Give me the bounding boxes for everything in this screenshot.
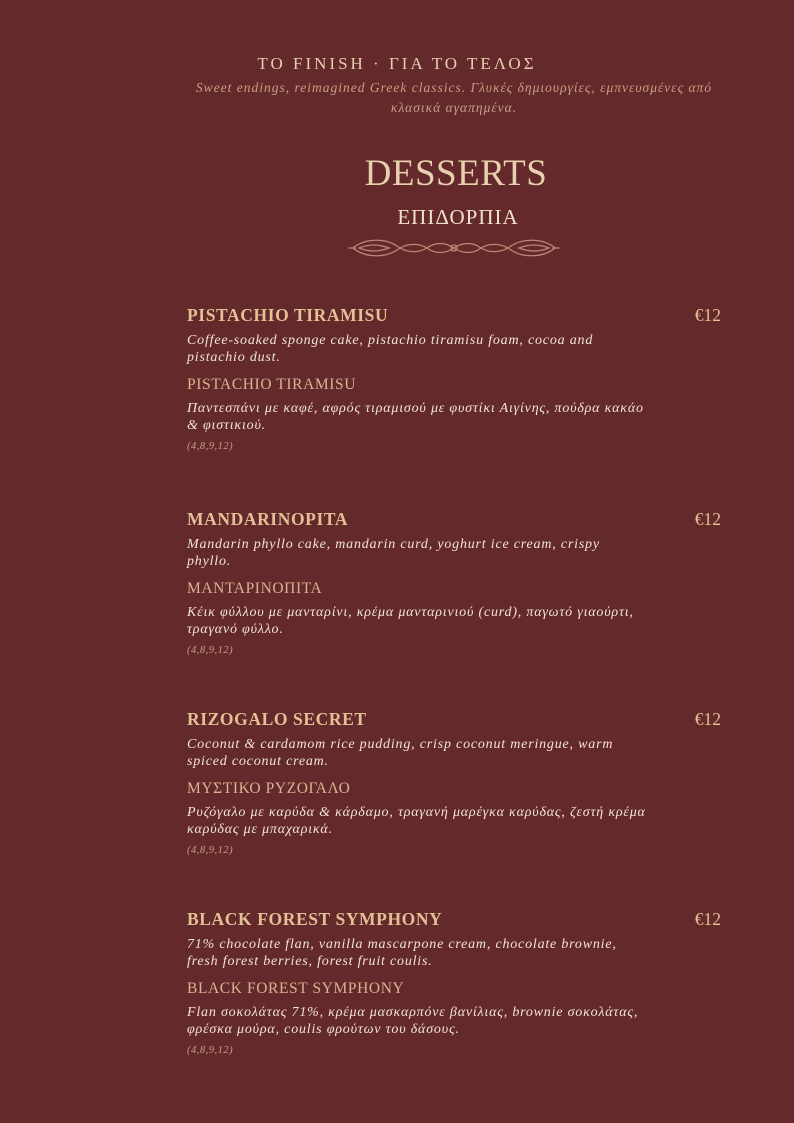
item-allergens: (4,8,9,12) <box>187 1045 234 1056</box>
menu-item-mandarinopita <box>187 508 721 656</box>
item-description: Coffee-soaked sponge cake, pistachio tiramisu foam, cocoa and pistachio dust. <box>187 333 594 365</box>
item-price: €12 <box>694 709 721 729</box>
section-title <box>256 152 656 195</box>
menu-item-pistachio-tiramisu <box>187 304 721 452</box>
page-header-title: TO FINISH · ΓΙΑ ΤΟ ΤΕΛΟΣ <box>257 54 537 73</box>
item-name-greek: ΜΥΣΤΙΚΟ ΡΥΖΟΓΑΛΟ <box>187 780 351 797</box>
item-price: €12 <box>694 509 721 529</box>
page-header-subtitle: Sweet endings, reimagined Greek classics. Γλυκές δημιουργίες, εμπνευσμένες από κλασικά αγαπημένα. <box>195 80 713 115</box>
item-name: BLACK FOREST SYMPHONY <box>187 909 443 929</box>
item-allergens: (4,8,9,12) <box>187 645 234 656</box>
item-description: 71% chocolate flan, vanilla mascarpone cream, chocolate brownie, fresh forest berries, forest fruit coulis. <box>187 937 617 969</box>
item-name: MANDARINOPITA <box>187 509 349 529</box>
item-price: €12 <box>694 305 721 325</box>
item-description-greek: Κέικ φύλλου με μανταρίνι, κρέμα μανταρινιού (curd), παγωτό γιαούρτι, τραγανό φύλλο. <box>187 605 634 637</box>
flourish-ornament-icon <box>345 232 563 264</box>
item-description-greek: Ρυζόγαλο με καρύδα & κάρδαμο, τραγανή μαρέγκα καρύδας, ζεστή κρέμα καρύδας με μπαχαρικά. <box>187 805 646 837</box>
item-allergens: (4,8,9,12) <box>187 441 234 452</box>
section-title-text: DESSERTS <box>364 153 548 194</box>
item-description-greek: Flan σοκολάτας 71%, κρέμα μασκαρπόνε βανίλιας, brownie σοκολάτας, φρέσκα μούρα, coulis φρούτων του δάσους. <box>187 1005 639 1037</box>
item-description: Mandarin phyllo cake, mandarin curd, yoghurt ice cream, crispy phyllo. <box>187 537 600 569</box>
menu-item-rizogalo-secret <box>187 708 721 856</box>
item-description: Coconut & cardamom rice pudding, crisp coconut meringue, warm spiced coconut cream. <box>187 737 614 769</box>
item-price: €12 <box>694 909 721 929</box>
section-subtitle: ΕΠΙΔΟΡΠΙΑ <box>397 205 519 229</box>
item-allergens: (4,8,9,12) <box>187 845 234 856</box>
item-name-greek: ΜΑΝΤΑΡΙΝΟΠΙΤΑ <box>187 580 323 597</box>
item-name-greek: PISTACHIO TIRAMISU <box>187 376 357 393</box>
item-name: RIZOGALO SECRET <box>187 709 367 729</box>
item-name: PISTACHIO TIRAMISU <box>187 305 389 325</box>
menu-item-black-forest-symphony <box>187 908 721 1056</box>
item-description-greek: Παντεσπάνι με καφέ, αφρός τιραμισού με φυστίκι Αιγίνης, πούδρα κακάο & φιστικιού. <box>187 401 644 433</box>
item-name-greek: BLACK FOREST SYMPHONY <box>187 980 405 997</box>
